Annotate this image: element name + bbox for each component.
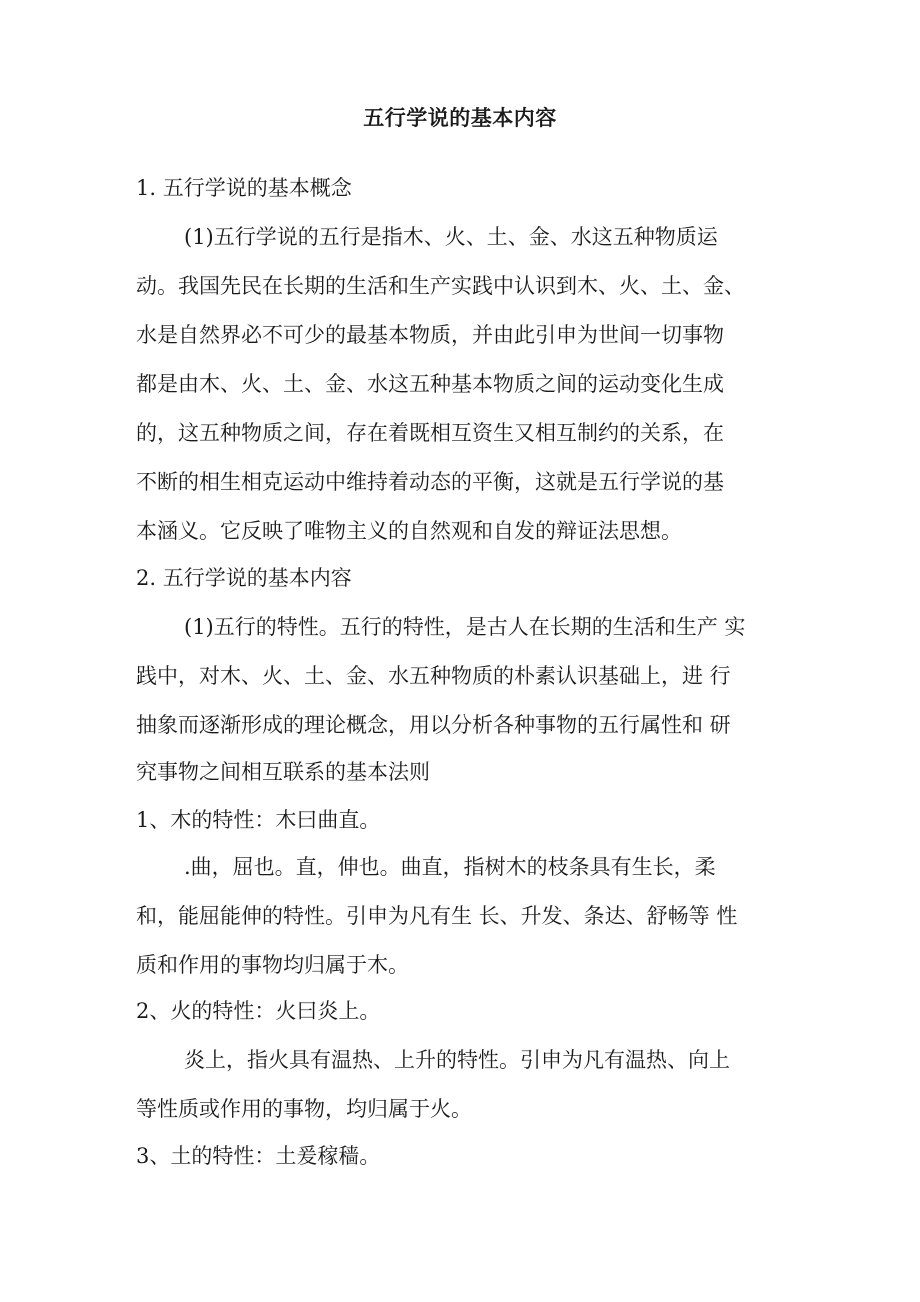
paragraph-line: 动。我国先民在长期的生活和生产实践中认识到木、火、土、金、 — [136, 274, 745, 298]
subheading-wood: 1、木的特性：木曰曲直。 — [136, 808, 381, 832]
paragraph-line: 和，能屈能伸的特性。引申为凡有生 长、升发、条达、舒畅等 性 — [136, 904, 738, 928]
paragraph-line: 都是由木、火、土、金、水这五种基本物质之间的运动变化生成 — [136, 372, 724, 396]
paragraph-line: .曲，屈也。直，伸也。曲直，指树木的枝条具有生长，柔 — [184, 855, 716, 879]
subheading-fire: 2、火的特性：火曰炎上。 — [136, 999, 381, 1023]
document-title: 五行学说的基本内容 — [363, 105, 557, 130]
paragraph-line: 等性质或作用的事物，均归属于火。 — [136, 1097, 472, 1121]
paragraph-line: (1)五行学说的五行是指木、火、土、金、水这五种物质运 — [184, 225, 718, 249]
subheading-earth: 3、土的特性：土爰稼穑。 — [136, 1144, 381, 1168]
paragraph-line: 的，这五种物质之间，存在着既相互资生又相互制约的关系，在 — [136, 421, 724, 445]
paragraph-line: (1)五行的特性。五行的特性，是古人在长期的生活和生产 实 — [184, 615, 746, 639]
section-heading-basic-content: 2. 五行学说的基本内容 — [136, 566, 352, 590]
paragraph-line: 水是自然界必不可少的最基本物质，并由此引申为世间一切事物 — [136, 323, 724, 347]
paragraph-line: 究事物之间相互联系的基本法则 — [136, 760, 430, 784]
paragraph-line: 不断的相生相克运动中维持着动态的平衡，这就是五行学说的基 — [136, 470, 724, 494]
paragraph-line: 抽象而逐渐形成的理论概念，用以分析各种事物的五行属性和 研 — [136, 713, 731, 737]
paragraph-line: 炎上，指火具有温热、上升的特性。引申为凡有温热、向上 — [184, 1048, 730, 1072]
paragraph-line: 本涵义。它反映了唯物主义的自然观和自发的辩证法思想。 — [136, 519, 682, 543]
paragraph-line: 践中，对木、火、土、金、水五种物质的朴素认识基础上，进 行 — [136, 664, 731, 688]
paragraph-line: 质和作用的事物均归属于木。 — [136, 953, 409, 977]
section-heading-basic-concept: 1. 五行学说的基本概念 — [136, 176, 352, 200]
